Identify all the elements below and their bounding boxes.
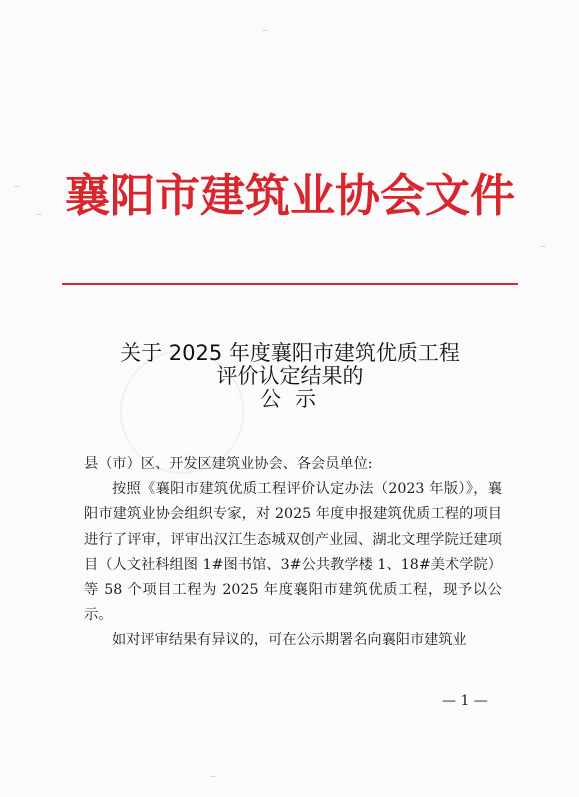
scan-speck (540, 246, 546, 247)
title-line-2: 评价认定结果的 (216, 364, 364, 388)
title-line-1: 关于 2025 年度襄阳市建筑优质工程 (120, 341, 460, 365)
salutation: 县（市）区、开发区建筑业协会、各会员单位: (84, 456, 373, 472)
document-masthead: 襄阳市建筑业协会文件 (64, 169, 515, 222)
body-paragraph-2: 如对评审结果有异议的，可在公示期署名向襄阳市建筑业 (112, 632, 467, 649)
document-body (84, 452, 502, 654)
document-title (60, 342, 520, 411)
scan-speck (262, 30, 268, 31)
scan-speck (14, 186, 20, 187)
scan-speck (36, 214, 42, 215)
title-line-3: 公示 (260, 387, 330, 411)
scan-speck (210, 776, 216, 777)
body-paragraph-1: 按照《襄阳市建筑优质工程评价认定办法（2023 年版）》，襄阳市建筑业协会组织专家，对 2025 年度申报建筑优质工程的项目进行了评审，评审出汉江生态城双创产业园、湖北文理学院迁建项目（人文社科组图 1#图书馆、3#公共教学楼 1、18#美术学院）等 58 个项目工程为 2025 年度襄阳市建筑优质工程，现予以公示。 (84, 481, 502, 624)
masthead-divider (62, 283, 518, 285)
page-number: — 1 — (442, 693, 488, 709)
